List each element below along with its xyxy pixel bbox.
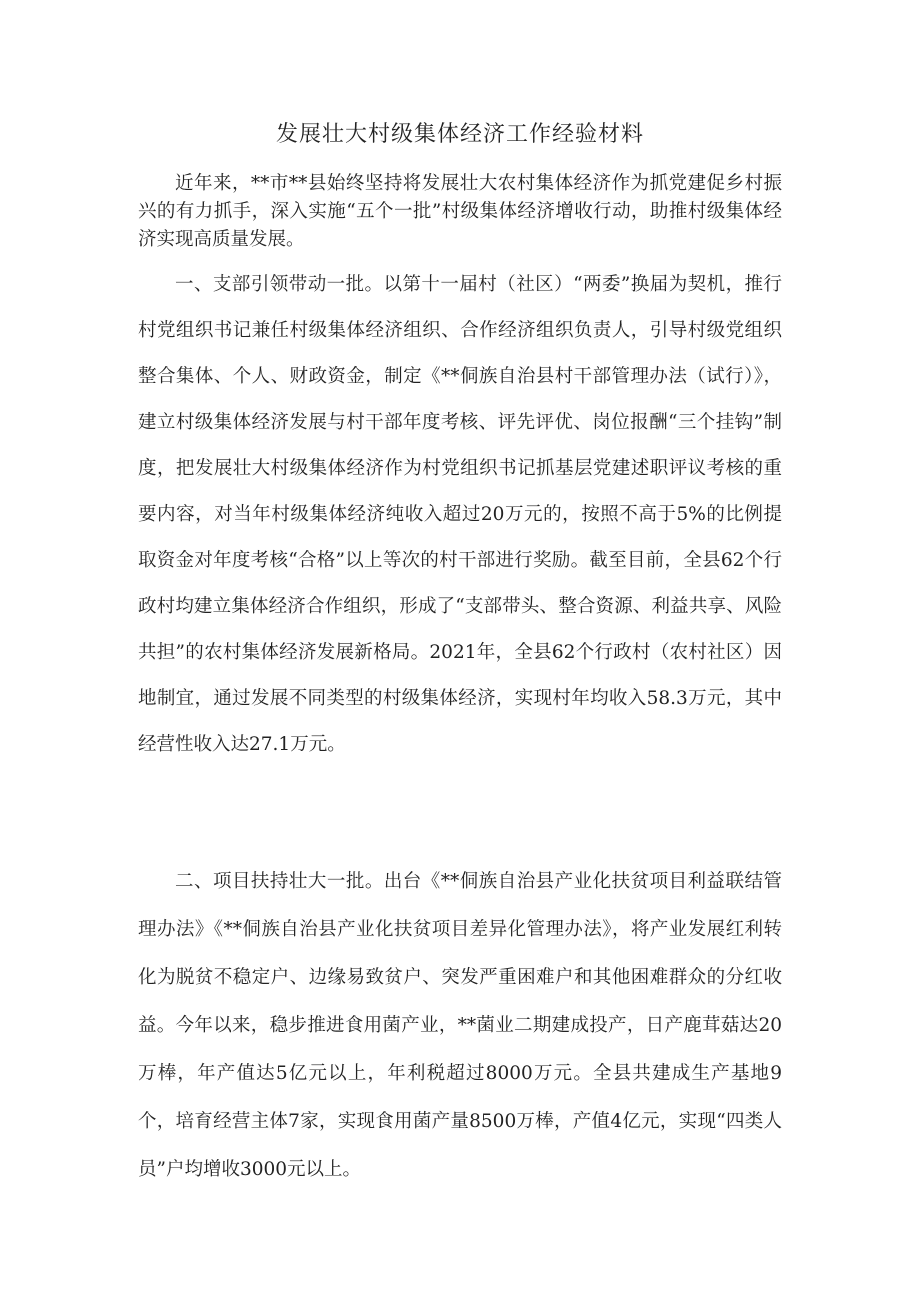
intro-paragraph: 近年来，**市**县始终坚持将发展壮大农村集体经济作为抓党建促乡村振兴的有力抓手，深入实施“五个一批”村级集体经济增收行动，助推村级集体经济实现高质量发展。 [138, 173, 782, 250]
section-two-paragraph: 二、项目扶持壮大一批。出台《**侗族自治县产业化扶贫项目利益联结管理办法》《**侗族自治县产业化扶贫项目差异化管理办法》，将产业发展红利转化为脱贫不稳定户、边缘易致贫户、突发严重困难户和其他困难群众的分红收益。今年以来，稳步推进食用菌产业，**菌业二期建成投产，日产鹿茸菇达20万棒，年产值达5亿元以上，年利税超过8000万元。全县共建成生产基地9个，培育经营主体7家，实现食用菌产量8500万棒，产值4亿元，实现“四类人员”户均增收3000元以上。 [138, 871, 782, 1180]
section-one-paragraph: 一、支部引领带动一批。以第十一届村（社区）“两委”换届为契机，推行村党组织书记兼任村级集体经济组织、合作经济组织负责人，引导村级党组织整合集体、个人、财政资金，制定《**侗族自治县村干部管理办法（试行）》，建立村级集体经济发展与村干部年度考核、评先评优、岗位报酬“三个挂钩”制度，把发展壮大村级集体经济作为村党组织书记抓基层党建述职评议考核的重要内容，对当年村级集体经济纯收入超过20万元的，按照不高于5%的比例提取资金对年度考核“合格”以上等次的村干部进行奖励。截至目前，全县62个行政村均建立集体经济合作组织，形成了“支部带头、整合资源、利益共享、风险共担”的农村集体经济发展新格局。2021年，全县62个行政村（农村社区）因地制宜，通过发展不同类型的村级集体经济，实现村年均收入58.3万元，其中经营性收入达27.1万元。 [138, 274, 782, 755]
document-title: 发展壮大村级集体经济工作经验材料 [275, 122, 644, 147]
